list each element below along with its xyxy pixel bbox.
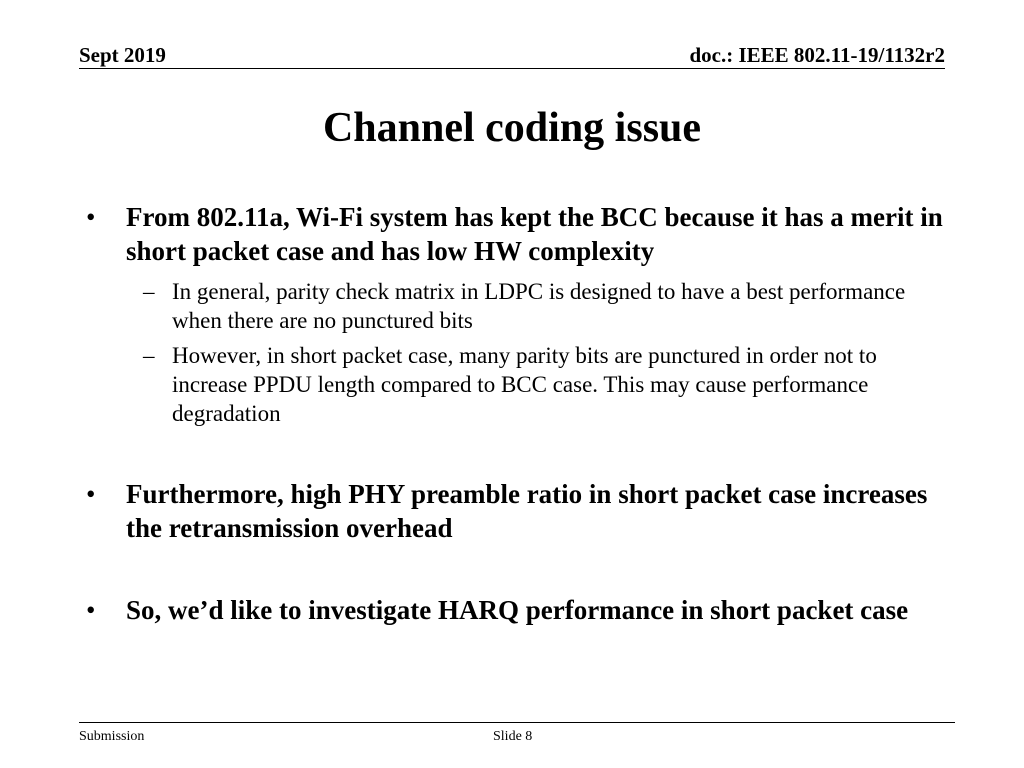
sub-bullet-marker: – — [143, 279, 155, 304]
header-doc-id: doc.: IEEE 802.11-19/1132r2 — [689, 43, 945, 67]
sub-bullet-2-text: However, in short packet case, many parity bits are punctured in order not to increase PPDU length compared to BCC case. This may cause performance degradation — [172, 343, 877, 426]
footer-slide-number: Slide 8 — [493, 729, 533, 744]
header-date: Sept 2019 — [79, 43, 166, 67]
bullet-3 — [86, 593, 946, 627]
sub-bullet-1 — [143, 277, 947, 335]
bullet-3-text: So, we’d like to investigate HARQ performance in short packet case — [126, 595, 909, 625]
bullet-2-text: Furthermore, high PHY preamble ratio in short packet case increases the retransmission overhead — [126, 479, 928, 543]
footer-divider — [79, 722, 955, 723]
footer-submission: Submission — [79, 729, 145, 744]
bullet-marker: • — [86, 479, 96, 509]
bullet-marker: • — [86, 595, 96, 625]
bullet-1-text: From 802.11a, Wi-Fi system has kept the BCC because it has a merit in short packet case and has low HW complexity — [126, 202, 943, 266]
bullet-marker: • — [86, 202, 96, 232]
sub-bullet-1-text: In general, parity check matrix in LDPC is designed to have a best performance when there are no punctured bits — [172, 279, 906, 333]
sub-bullet-marker: – — [143, 343, 155, 368]
header-divider — [79, 68, 945, 69]
sub-bullet-2 — [143, 341, 947, 428]
slide-title: Channel coding issue — [322, 105, 702, 151]
bullet-1 — [86, 200, 946, 268]
bullet-2 — [86, 477, 946, 545]
